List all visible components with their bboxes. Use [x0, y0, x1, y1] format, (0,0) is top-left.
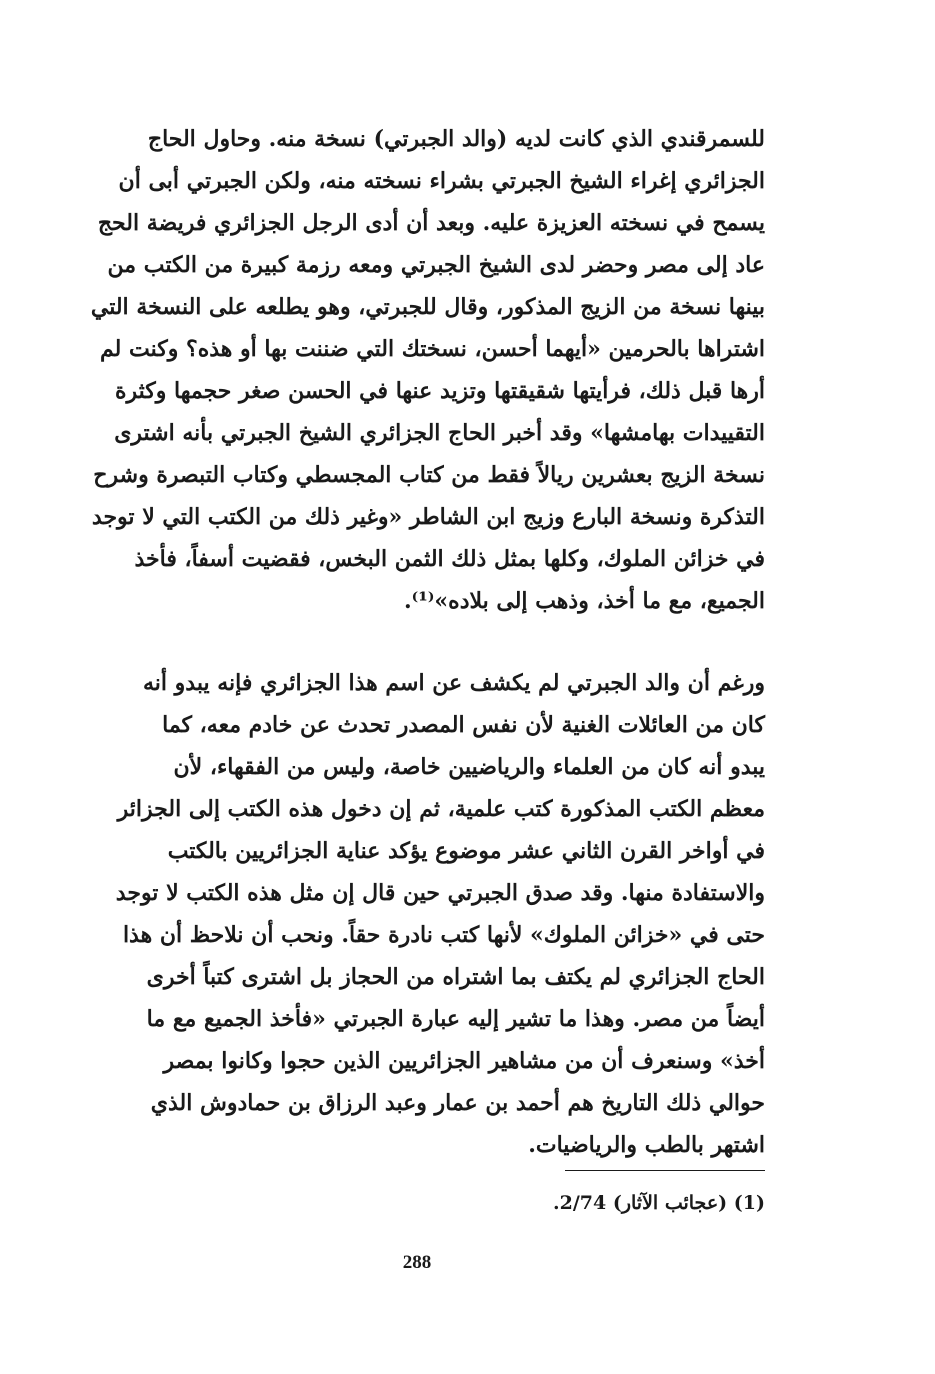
paragraph-line: أرها قبل ذلك، فرأيتها شقيقتها وتزيد عنها في الحسن صغر حجمها وكثرة	[114, 378, 765, 404]
paragraph-line: نسخة الزيج بعشرين ريالاً فقط من كتاب المجسطي وكتاب التبصرة وشرح	[93, 462, 765, 488]
paragraph-line: يبدو أنه كان من العلماء والرياضيين خاصة، وليس من الفقهاء، لأن	[173, 754, 765, 780]
page-number: 288	[402, 1252, 432, 1273]
paragraph-line: الجميع، مع ما أخذ، وذهب إلى بلاده»⁽¹⁾.	[404, 588, 765, 614]
paragraph-1	[90, 118, 765, 622]
paragraph-line: حوالي ذلك التاريخ هم أحمد بن عمار وعبد الرزاق بن حمادوش الذي	[150, 1090, 765, 1116]
paragraph-line: اشتهر بالطب والرياضيات.	[528, 1132, 765, 1158]
paragraph-line: الجزائري إغراء الشيخ الجبرتي بشراء نسخته منه، ولكن الجبرتي أبى أن	[118, 168, 765, 194]
paragraph-line: التذكرة ونسخة البارع وزيج ابن الشاطر «وغير ذلك من الكتب التي لا توجد	[91, 504, 765, 530]
paragraph-line: أيضاً من مصر. وهذا ما تشير إليه عبارة الجبرتي «فأخذ الجميع مع ما	[146, 1006, 765, 1032]
footnote: (1) (عجائب الآثار) 2/74.	[553, 1192, 765, 1214]
paragraph-line: في خزائن الملوك، وكلها بمثل ذلك الثمن البخس، فقضيت أسفاً، فأخذ	[134, 546, 765, 572]
paragraph-line: اشتراها بالحرمين «أيهما أحسن، نسختك التي ضننت بها أو هذه؟ وكنت لم	[100, 336, 765, 362]
paragraph-line: ورغم أن والد الجبرتي لم يكشف عن اسم هذا الجزائري فإنه يبدو أنه	[142, 670, 765, 696]
paragraph-line: والاستفادة منها. وقد صدق الجبرتي حين قال إن مثل هذه الكتب لا توجد	[115, 880, 765, 906]
paragraph-2	[115, 662, 765, 1166]
paragraph-line: حتى في «خزائن الملوك» لأنها كتب نادرة حقاً. ونحب أن نلاحظ أن هذا	[122, 922, 765, 948]
paragraph-line: كان من العائلات الغنية لأن نفس المصدر تحدث عن خادم معه، كما	[162, 712, 765, 738]
paragraph-line: عاد إلى مصر وحضر لدى الشيخ الجبرتي ومعه رزمة كبيرة من الكتب من	[107, 252, 765, 278]
paragraph-line: أخذ» وسنعرف أن من مشاهير الجزائريين الذين حجوا وكانوا بمصر	[163, 1048, 765, 1074]
paragraph-line: للسمرقندي الذي كانت لديه (والد الجبرتي) نسخة منه. وحاول الحاج	[147, 126, 765, 152]
paragraph-line: يسمح في نسخته العزيزة عليه. وبعد أن أدى الرجل الجزائري فريضة الحج	[97, 210, 765, 236]
paragraph-line: الحاج الجزائري لم يكتف بما اشتراه من الحجاز بل اشترى كتباً أخرى	[146, 964, 765, 990]
paragraph-line: بينها نسخة من الزيج المذكور، وقال للجبرتي، وهو يطلعه على النسخة التي	[90, 294, 765, 320]
paragraph-line: التقييدات بهامشها» وقد أخبر الحاج الجزائري الشيخ الجبرتي بأنه اشترى	[114, 420, 765, 446]
paragraph-line: في أواخر القرن الثاني عشر موضوع يؤكد عناية الجزائريين بالكتب	[167, 838, 765, 864]
footnote-divider	[565, 1170, 765, 1171]
paragraph-line: معظم الكتب المذكورة كتب علمية، ثم إن دخول هذه الكتب إلى الجزائر	[117, 796, 765, 822]
